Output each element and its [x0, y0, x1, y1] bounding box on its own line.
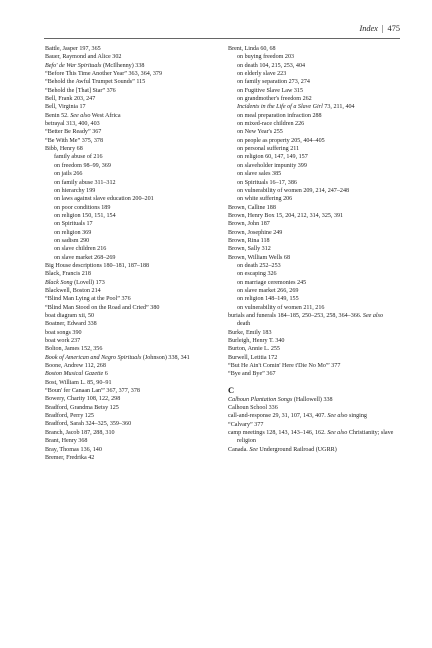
index-entry-text: on escaping 326 — [237, 271, 277, 278]
index-entry — [228, 412, 394, 420]
index-entry-text: “But He Ain't Comin' Here t'Die No Mo'” 377 — [228, 363, 341, 370]
index-entry-text: on jails 266 — [54, 171, 83, 178]
index-cross-reference: See — [249, 446, 258, 453]
index-entry-text: Burton, Annie L. 255 — [228, 346, 280, 353]
index-entry-text: Brown, Rina 118 — [228, 237, 270, 244]
index-subentry — [45, 204, 211, 212]
index-entry-text: Brown, Henry Box 15, 204, 212, 314, 325, 391 — [228, 212, 344, 219]
index-entry-text: “Bye and Bye” 367 — [228, 371, 276, 378]
index-subentry — [228, 279, 394, 287]
index-entry — [45, 454, 211, 462]
index-entry-text: on Spirituals 16–17, 386 — [237, 179, 297, 186]
index-entry-text: on people as property 205, 404–405 — [237, 137, 325, 144]
index-subentry — [228, 262, 394, 270]
index-entry-text: boat songs 390 — [45, 329, 82, 336]
index-subentry — [228, 162, 394, 170]
index-entry-text: on family abuse 311–312 — [54, 179, 116, 186]
index-entry — [228, 229, 394, 237]
index-subentry — [228, 187, 394, 195]
index-entry — [228, 245, 394, 253]
index-entry-text: Bradford, Grandma Betsy 125 — [45, 404, 119, 411]
index-entry-text: on hierarchy 199 — [54, 187, 96, 194]
index-entry — [45, 446, 211, 454]
index-entry — [228, 446, 394, 454]
index-entry-title: Befo' de War Spirituals — [45, 62, 102, 69]
index-subentry — [45, 245, 211, 253]
index-subentry — [228, 120, 394, 128]
index-entry — [45, 262, 211, 270]
index-subentry — [228, 112, 394, 120]
index-entry-text: (Johnson) 338, 341 — [141, 354, 190, 361]
index-entry-text: on slave sales 385 — [237, 171, 282, 178]
index-subentry — [228, 304, 394, 312]
index-entry-text: call-and-response 29, 31, 107, 143, 407. — [228, 413, 328, 420]
index-entry — [45, 312, 211, 320]
index-entry-text: 6 — [103, 371, 108, 378]
running-header-separator: | — [381, 24, 384, 33]
index-entry-text: “Behold the [That] Star” 376 — [45, 87, 116, 94]
index-entry-text: boat diagram xii, 50 — [45, 313, 95, 319]
index-entry-text: on mixed-race children 226 — [237, 121, 305, 128]
index-entry — [45, 329, 211, 337]
index-entry-title: Incidents in the Life of a Slave Girl — [237, 104, 323, 111]
index-entry-text: on white suffering 206 — [237, 196, 293, 203]
index-subentry — [228, 270, 394, 278]
index-entry — [228, 354, 394, 362]
index-entry — [228, 204, 394, 212]
index-entry-text: Burleigh, Henry T. 340 — [228, 338, 285, 345]
index-entry — [45, 45, 211, 53]
index-entry-text: Bell, Virginia 17 — [45, 104, 86, 111]
running-header-title: Index — [359, 24, 378, 33]
index-entry — [45, 429, 211, 437]
index-entry-text: on marriage ceremonies 245 — [237, 279, 307, 286]
header-rule — [44, 38, 400, 39]
index-entry — [45, 304, 211, 312]
index-entry — [228, 362, 394, 370]
index-entry-text: Brent, Linda 60, 68 — [228, 46, 276, 52]
index-subentry — [228, 295, 394, 303]
index-entry — [228, 45, 394, 53]
index-entry — [228, 370, 394, 378]
index-entry-text: Brown, Sally 312 — [228, 246, 271, 253]
index-entry-title: Boston Musical Gazette — [45, 371, 104, 378]
index-entry-text: Bowery, Charity 108, 122, 298 — [45, 396, 121, 403]
index-entry-text: on death 252–253 — [237, 262, 281, 269]
index-cross-reference: See also — [327, 413, 348, 420]
index-entry-text: Brown, John 187 — [228, 221, 270, 228]
index-entry — [45, 279, 211, 287]
index-entry — [45, 370, 211, 378]
index-entry — [45, 320, 211, 328]
index-subentry — [228, 128, 394, 136]
index-subentry — [45, 195, 211, 203]
index-subentry — [228, 287, 394, 295]
index-entry — [45, 145, 211, 153]
index-cross-reference: See also — [362, 313, 384, 319]
index-entry-text: on slaveholder impunity 399 — [237, 162, 307, 169]
index-entry-text: Brant, Henry 368 — [45, 438, 88, 445]
index-subentry — [228, 87, 394, 95]
index-entry — [45, 62, 211, 70]
index-entry — [45, 87, 211, 95]
index-entry-text: (McIlhenny) 338 — [101, 62, 145, 69]
index-entry — [45, 387, 211, 395]
index-subentry — [228, 195, 394, 203]
index-entry-text: Bremer, Fredrika 42 — [45, 454, 95, 461]
index-column-right — [228, 45, 394, 454]
index-entry-text: boat work 237 — [45, 338, 81, 345]
index-subentry — [228, 103, 394, 111]
index-entry-text: “Boun' fer Canaan Lan'” 367, 377, 378 — [45, 388, 140, 395]
index-subentry — [45, 162, 211, 170]
index-entry-text: Calhoun School 336 — [228, 405, 278, 412]
index-subentry — [228, 170, 394, 178]
index-subentry — [228, 137, 394, 145]
index-entry-text: on elderly slave 223 — [237, 71, 287, 78]
index-subentry — [45, 229, 211, 237]
index-subentry — [228, 62, 394, 70]
page-number: 475 — [387, 24, 400, 33]
index-subentry — [228, 179, 394, 187]
index-entry-text: on sadism 290 — [54, 237, 90, 244]
index-entry — [45, 137, 211, 145]
index-entry-text: Bray, Thomas 136, 140 — [45, 446, 102, 453]
index-subentry — [228, 78, 394, 86]
index-entry — [45, 270, 211, 278]
index-entry — [45, 295, 211, 303]
index-entry-text: Bost, William L. 85, 90–91 — [45, 379, 112, 386]
index-entry-text: Brown, William Wells 68 — [228, 254, 291, 261]
index-subentry — [228, 95, 394, 103]
index-entry — [228, 421, 394, 429]
index-subentry — [45, 220, 211, 228]
index-entry-text: “Calvary” 377 — [228, 421, 264, 428]
index-cross-reference-target: West Africa — [90, 112, 121, 119]
index-letter-heading: C — [228, 384, 235, 395]
index-entry-text: on grandmother's freedom 262 — [237, 96, 312, 103]
index-entry — [45, 404, 211, 412]
index-entry-text: Boatner, Edward 338 — [45, 321, 97, 328]
index-entry — [228, 404, 394, 412]
index-cross-reference-target: Christianity; slave religion — [237, 430, 394, 445]
index-entry — [45, 345, 211, 353]
index-entry — [228, 329, 394, 337]
index-entry-text: on slave market 266, 269 — [237, 287, 299, 294]
index-entry-text: “Be With Me” 375, 378 — [45, 137, 104, 144]
index-entry-text: on freedom 98–99, 369 — [54, 162, 111, 169]
index-entry-text: Bauer, Raymond and Alice 302 — [45, 54, 122, 61]
index-entry — [228, 345, 394, 353]
index-entry — [45, 95, 211, 103]
index-cross-reference-target: death — [237, 321, 251, 328]
index-entry-text: on religion 369 — [54, 229, 92, 236]
running-header — [359, 24, 400, 33]
index-subentry — [45, 237, 211, 245]
index-entry-text: betrayal 313, 400, 403 — [45, 121, 100, 128]
index-subentry — [45, 212, 211, 220]
index-entry-title: Calhoun Plantation Songs — [228, 396, 293, 403]
index-entry — [45, 78, 211, 86]
index-entry-text: Branch, Jacob 187, 288, 310 — [45, 429, 115, 436]
index-entry-text: Burke, Emily 183 — [228, 329, 272, 336]
index-subentry — [45, 153, 211, 161]
index-entry-text: on Spirituals 17 — [54, 221, 93, 228]
index-entry-text: “Blind Man Stood on the Road and Cried” 380 — [45, 304, 160, 311]
index-subentry — [45, 179, 211, 187]
index-entry-text: on meal preparation infraction 288 — [237, 112, 322, 119]
index-entry — [228, 396, 394, 404]
index-entry-text: on New Year's 255 — [237, 129, 283, 136]
index-entry-text: on family separation 273, 274 — [237, 79, 310, 86]
index-entry-text: on vulnerability of women 211, 216 — [237, 304, 325, 311]
index-entry — [228, 429, 394, 446]
index-entry-text: “Better Be Ready” 367 — [45, 129, 102, 136]
index-entry-text: Bradford, Sarah 324–325, 359–360 — [45, 421, 132, 428]
index-entry-text: on laws against slave education 200–201 — [54, 196, 154, 203]
index-entry — [228, 237, 394, 245]
index-entry — [45, 128, 211, 136]
index-entry-text: Big House descriptions 180–181, 187–188 — [45, 262, 150, 269]
index-entry-text: Benin 52. — [45, 112, 71, 119]
index-entry-text: Burwell, Letitia 172 — [228, 354, 278, 361]
index-subentry — [45, 254, 211, 262]
index-entry — [45, 337, 211, 345]
index-entry-text: “Before This Time Another Year” 363, 364, 379 — [45, 71, 163, 78]
index-entry-text: on religion 60, 147, 149, 157 — [237, 154, 308, 161]
index-entry-text: on vulnerability of women 209, 214, 247–248 — [237, 187, 350, 194]
index-entry — [45, 437, 211, 445]
index-entry — [228, 254, 394, 262]
index-entry — [45, 420, 211, 428]
index-entry-text: Battle, Jasper 197, 365 — [45, 46, 101, 52]
index-cross-reference-target: Underground Railroad (UGRR) — [257, 446, 337, 453]
index-entry — [45, 354, 211, 362]
index-entry-text: (Lovell) 173 — [72, 279, 105, 286]
index-entry-title: Black Song — [45, 279, 73, 286]
index-cross-reference: See also — [70, 112, 91, 119]
index-subentry — [228, 145, 394, 153]
index-entry-text: 73, 211, 404 — [322, 104, 355, 111]
index-entry — [45, 112, 211, 120]
index-entry — [45, 395, 211, 403]
index-entry-text: Bibb, Henry 68 — [45, 146, 83, 153]
index-entry-text: Brown, Josephine 249 — [228, 229, 283, 236]
index-entry — [228, 212, 394, 220]
index-entry-text: camp meetings 128, 143, 143–146, 162. — [228, 430, 328, 437]
index-entry — [45, 70, 211, 78]
index-entry — [45, 53, 211, 61]
index-column-left — [45, 45, 211, 462]
index-entry-text: Black, Francis 218 — [45, 271, 91, 278]
index-entry — [228, 312, 394, 329]
index-entry-text: on slave children 216 — [54, 246, 107, 253]
index-entry-text: on buying freedom 203 — [237, 54, 295, 61]
index-entry — [228, 220, 394, 228]
index-entry-text: Blackwell, Boston 214 — [45, 287, 101, 294]
index-subentry — [45, 170, 211, 178]
index-entry — [45, 287, 211, 295]
index-entry — [45, 412, 211, 420]
index-entry-text: on slave market 268–269 — [54, 254, 116, 261]
index-entry — [45, 103, 211, 111]
index-entry-text: (Hallowell) 338 — [292, 396, 333, 403]
index-entry-text: Boone, Andrew 112, 268 — [45, 363, 106, 370]
index-entry — [45, 379, 211, 387]
index-subentry — [228, 53, 394, 61]
index-subentry — [228, 153, 394, 161]
index-entry-title: Book of American and Negro Spirituals — [45, 354, 142, 361]
index-entry-text: on poor conditions 189 — [54, 204, 111, 211]
index-entry-text: Bradford, Perry 125 — [45, 413, 94, 420]
index-entry-text: “Blind Man Lying at the Pool” 376 — [45, 296, 131, 303]
index-entry-text: burials and funerals 184–185, 250–253, 258, 364–366. — [228, 313, 363, 319]
index-subentry — [228, 70, 394, 78]
index-entry-text: family abuse of 216 — [54, 154, 103, 161]
index-entry — [228, 337, 394, 345]
index-entry-text: Canada. — [228, 446, 250, 453]
index-entry — [45, 120, 211, 128]
index-entry-text: on religion 148–149, 155 — [237, 296, 299, 303]
index-cross-reference-target: singing — [347, 413, 367, 420]
index-subentry — [45, 187, 211, 195]
index-entry-text: Brown, Calline 188 — [228, 204, 276, 211]
index-entry-text: “Behold the Awful Trumpet Sounds” 115 — [45, 79, 146, 86]
index-entry-text: Bolton, James 152, 356 — [45, 346, 103, 353]
index-entry-text: on personal suffering 211 — [237, 146, 300, 153]
index-entry-text: on death 104, 215, 253, 404 — [237, 62, 306, 69]
index-entry-text: on Fugitive Slave Law 315 — [237, 87, 304, 94]
index-entry-text: on religion 150, 151, 154 — [54, 212, 116, 219]
index-entry — [45, 362, 211, 370]
index-cross-reference: See also — [327, 430, 348, 437]
index-entry-text: Bell, Frank 203, 247 — [45, 96, 96, 103]
